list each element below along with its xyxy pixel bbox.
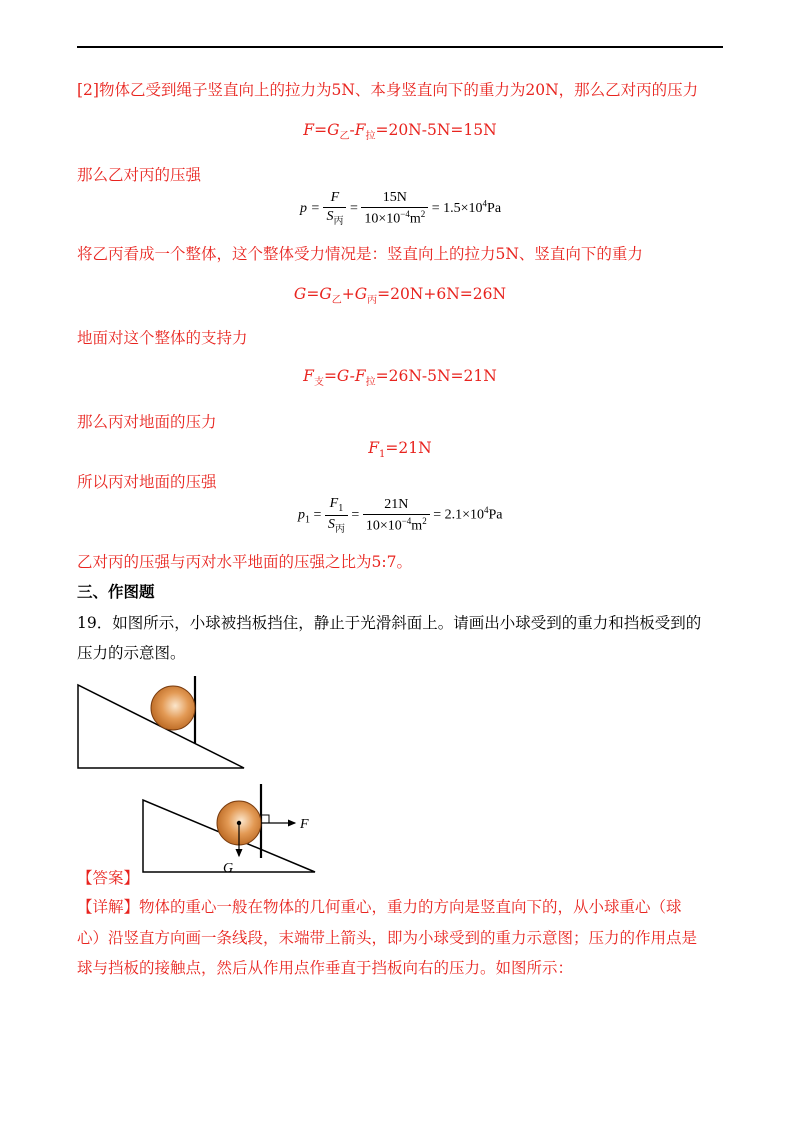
question-text-2: 压力的示意图。: [77, 644, 186, 662]
formula-support-force: $F_支=G-F_拉=26N-5N=21N$: [303, 367, 497, 388]
answer-tag: 【答案】: [77, 869, 140, 887]
formula-pressure-1: p = $\frac{F}{S_丙}$ = $\frac{15N}{10\times 10^{-4}m^2}$ = $1.5\times 10^4Pa$: [300, 190, 502, 228]
detail-line-2: 心）沿竖直方向画一条线段，末端带上箭头，即为小球受到的重力示意图；压力的作用点是: [77, 929, 698, 947]
question-text-1: 19．如图所示，小球被挡板挡住，静止于光滑斜面上。请画出小球受到的重力和挡板受到的: [77, 614, 702, 632]
formula-f-jia: $F=G_乙-F_拉=20N-5N=15N$: [303, 121, 497, 142]
text-line-3: 将乙丙看成一个整体，这个整体受力情况是：竖直向上的拉力5N、竖直向下的重力: [77, 245, 643, 263]
text-line-1: [2]物体乙受到绳子竖直向上的拉力为5N、本身竖直向下的重力为20N，那么乙对丙的压力: [77, 81, 699, 99]
detail-line-1: 【详解】物体的重心一般在物体的几何重心，重力的方向是竖直向下的，从小球重心（球: [77, 898, 682, 916]
text-line-6: 所以丙对地面的压强: [77, 473, 217, 491]
detail-line-3: 球与挡板的接触点，然后从作用点作垂直于挡板向右的压力。如图所示：: [77, 959, 574, 977]
label-f: F: [300, 817, 309, 832]
text-line-5: 那么丙对地面的压力: [77, 413, 217, 431]
formula-f1: $F_1=21N$: [368, 439, 432, 460]
text-line-4: 地面对这个整体的支持力: [77, 329, 248, 347]
header-rule: [77, 46, 723, 48]
label-g: G: [223, 861, 234, 876]
detail-tag: 【详解】: [77, 898, 140, 916]
formula-pressure-2: $p_1$ = $\frac{F_1}{S_丙}$ = $\frac{21N}{10\times 10^{-4}m^2}$ = $2.1\times 10^4Pa$: [298, 496, 503, 535]
text-line-7: 乙对丙的压强与丙对水平地面的压强之比为5:7。: [77, 553, 412, 571]
question-figure: [70, 670, 260, 780]
ball: [151, 686, 195, 730]
section-title: 三、作图题: [77, 582, 155, 601]
right-angle-mark: [261, 815, 269, 823]
formula-g-total: $G=G_乙+G_丙=20N+6N=26N$: [293, 285, 507, 306]
text-line-2: 那么乙对丙的压强: [77, 166, 202, 184]
answer-figure: [135, 782, 325, 882]
